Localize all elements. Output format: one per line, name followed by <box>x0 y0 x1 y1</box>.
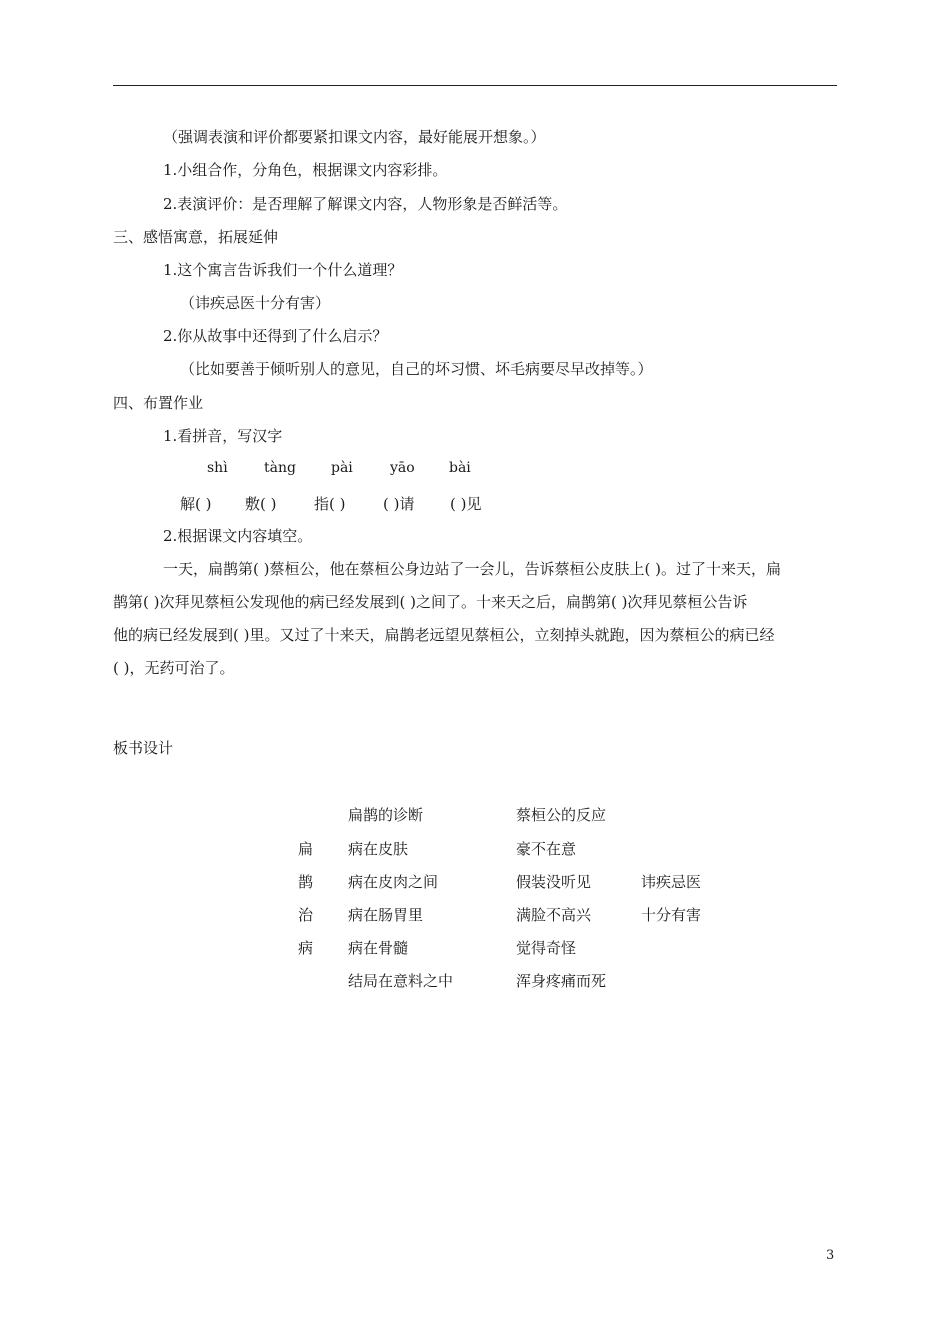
pinyin-3: pài <box>331 460 353 476</box>
pinyin-5: bài <box>449 460 471 476</box>
answer-1: （讳疾忌医十分有害） <box>180 294 331 312</box>
pinyin-1: shì <box>207 460 228 476</box>
question-1: 1.这个寓言告诉我们一个什么道理？ <box>163 261 403 279</box>
section-3-title: 三、感悟寓意，拓展延伸 <box>113 228 279 246</box>
board-reaction-2: 假装没听见 <box>516 873 592 891</box>
board-reaction-4: 觉得奇怪 <box>516 939 577 957</box>
board-moral-2: 十分有害 <box>641 906 702 924</box>
board-reaction-3: 满脸不高兴 <box>516 906 592 924</box>
fill-line-1: 一天，扁鹊第( )蔡桓公，他在蔡桓公身边站了一会儿，告诉蔡桓公皮肤上( )。过了十来天，扁 <box>163 560 781 578</box>
board-side-char-2: 鹊 <box>298 873 314 891</box>
board-diagnosis-4: 病在骨髓 <box>348 939 409 957</box>
blank-4: ( )请 <box>383 495 415 513</box>
board-reaction-5: 浑身疼痛而死 <box>516 972 607 990</box>
blank-3: 指( ) <box>314 495 346 513</box>
homework-2: 2.根据课文内容填空。 <box>163 527 313 545</box>
board-moral-1: 讳疾忌医 <box>641 873 702 891</box>
item-performance-evaluation: 2.表演评价：是否理解了解课文内容，人物形象是否鲜活等。 <box>163 195 568 213</box>
pinyin-4: yāo <box>390 460 415 476</box>
board-diagnosis-5: 结局在意料之中 <box>348 972 454 990</box>
board-reaction-1: 豪不在意 <box>516 840 577 858</box>
header-rule <box>113 85 837 86</box>
board-side-char-1: 扁 <box>298 840 314 858</box>
blank-1: 解( ) <box>180 495 212 513</box>
section-4-title: 四、布置作业 <box>113 394 204 412</box>
fill-line-3: 他的病已经发展到( )里。又过了十来天，扁鹊老远望见蔡桓公，立刻掉头就跑，因为蔡桓公的病已经 <box>113 626 775 644</box>
fill-line-4: ( )，无药可治了。 <box>113 659 235 677</box>
board-diagnosis-3: 病在肠胃里 <box>348 906 424 924</box>
homework-1: 1.看拼音，写汉字 <box>163 427 283 445</box>
board-header-diagnosis: 扁鹊的诊断 <box>348 806 424 824</box>
fill-line-2: 鹊第( )次拜见蔡桓公发现他的病已经发展到( )之间了。十来天之后，扁鹊第( )次拜见蔡桓公告诉 <box>113 593 748 611</box>
pinyin-2: tàng <box>264 460 296 476</box>
blank-2: 敷( ) <box>245 495 277 513</box>
board-design-title: 板书设计 <box>113 739 174 757</box>
board-diagnosis-2: 病在皮肉之间 <box>348 873 439 891</box>
question-2: 2.你从故事中还得到了什么启示？ <box>163 327 388 345</box>
board-diagnosis-1: 病在皮肤 <box>348 840 409 858</box>
board-side-char-3: 治 <box>298 906 314 924</box>
page-number: 3 <box>826 1248 835 1263</box>
note-perform: （强调表演和评价都要紧扣课文内容，最好能展开想象。） <box>163 128 546 146</box>
board-header-reaction: 蔡桓公的反应 <box>516 806 607 824</box>
item-group-rehearsal: 1.小组合作，分角色，根据课文内容彩排。 <box>163 161 448 179</box>
fill-in-paragraph <box>113 553 837 685</box>
board-side-char-4: 病 <box>298 939 314 957</box>
blank-5: ( )见 <box>450 495 482 513</box>
answer-2: （比如要善于倾听别人的意见，自己的坏习惯、坏毛病要尽早改掉等。） <box>180 360 653 378</box>
